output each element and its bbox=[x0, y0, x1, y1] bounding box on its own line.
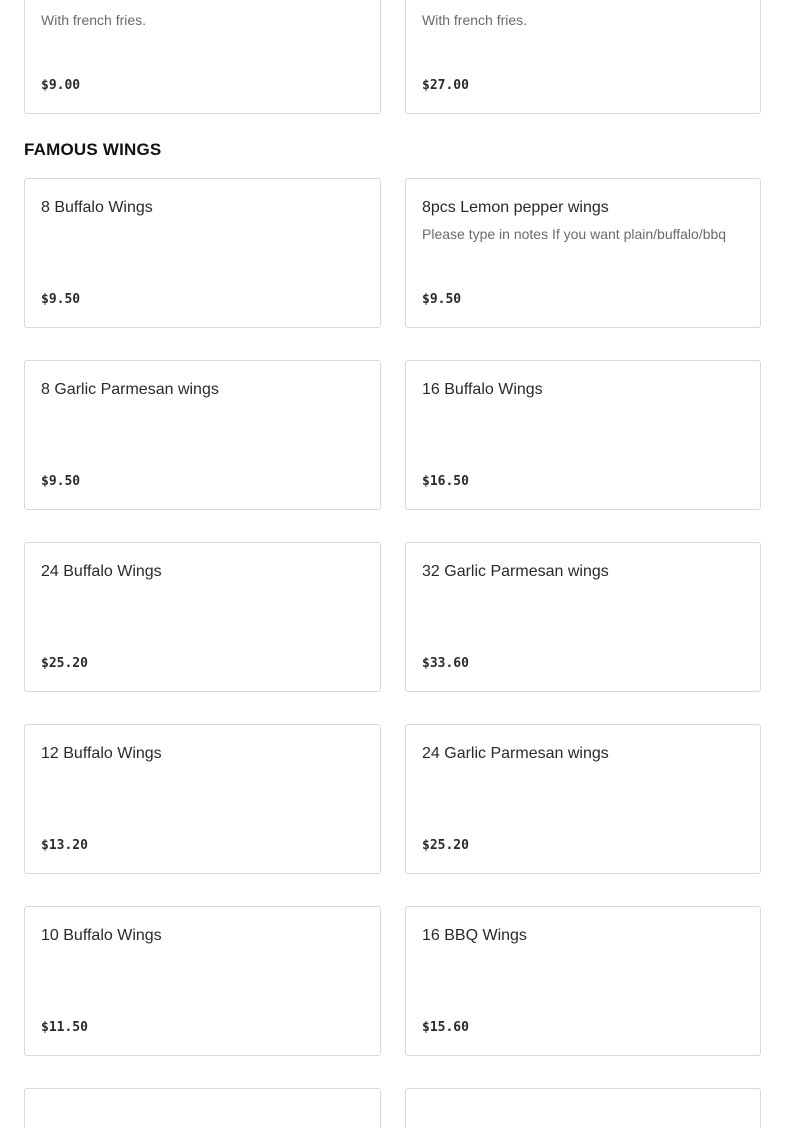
menu-item-price: $15.60 bbox=[422, 1020, 469, 1035]
menu-item-card[interactable] bbox=[405, 542, 761, 692]
menu-item-name: 16 BBQ Wings bbox=[422, 927, 527, 944]
menu-item-card[interactable] bbox=[405, 1088, 761, 1128]
menu-item-card[interactable] bbox=[24, 542, 381, 692]
menu-item-name: 24 Buffalo Wings bbox=[41, 563, 162, 580]
menu-item-card[interactable] bbox=[24, 724, 381, 874]
menu-item-price: $25.20 bbox=[422, 838, 469, 853]
menu-item-name: 24 Garlic Parmesan wings bbox=[422, 745, 609, 762]
menu-item-price: $9.50 bbox=[41, 292, 81, 307]
menu-item-name: 8 Buffalo Wings bbox=[41, 199, 153, 216]
menu-item-card[interactable] bbox=[24, 178, 381, 328]
menu-item-price: $25.20 bbox=[41, 656, 88, 671]
menu-item-price: $16.50 bbox=[422, 474, 469, 489]
menu-item-price: $11.50 bbox=[41, 1020, 88, 1035]
menu-item-card[interactable] bbox=[405, 178, 761, 328]
menu-item-card[interactable] bbox=[405, 906, 761, 1056]
menu-item-price: $9.00 bbox=[41, 78, 81, 93]
menu-item-card[interactable] bbox=[24, 906, 381, 1056]
menu-item-name: 16 Buffalo Wings bbox=[422, 381, 543, 398]
menu-item-name: 12 Buffalo Wings bbox=[41, 745, 162, 762]
menu-item-description: With french fries. bbox=[422, 12, 528, 28]
menu-item-card[interactable] bbox=[405, 360, 761, 510]
menu-item-card[interactable] bbox=[24, 1088, 381, 1128]
menu-item-description: With french fries. bbox=[41, 12, 147, 28]
menu-item-name: 8pcs Lemon pepper wings bbox=[422, 199, 609, 216]
menu-item-card[interactable] bbox=[405, 724, 761, 874]
section-title: FAMOUS WINGS bbox=[24, 140, 162, 159]
menu-item-price: $33.60 bbox=[422, 656, 469, 671]
menu-item-price: $27.00 bbox=[422, 78, 469, 93]
menu-item-name: 8 Garlic Parmesan wings bbox=[41, 381, 219, 398]
menu-item-card[interactable] bbox=[24, 360, 381, 510]
menu-item-card[interactable] bbox=[24, 0, 381, 114]
menu-item-price: $9.50 bbox=[422, 292, 462, 307]
menu-item-name: 10 Buffalo Wings bbox=[41, 927, 162, 944]
menu-item-price: $9.50 bbox=[41, 474, 81, 489]
menu-item-card[interactable] bbox=[405, 0, 761, 114]
menu-item-description: Please type in notes If you want plain/buffalo/bbq bbox=[422, 226, 727, 242]
menu-item-price: $13.20 bbox=[41, 838, 88, 853]
menu-item-name: 32 Garlic Parmesan wings bbox=[422, 563, 609, 580]
